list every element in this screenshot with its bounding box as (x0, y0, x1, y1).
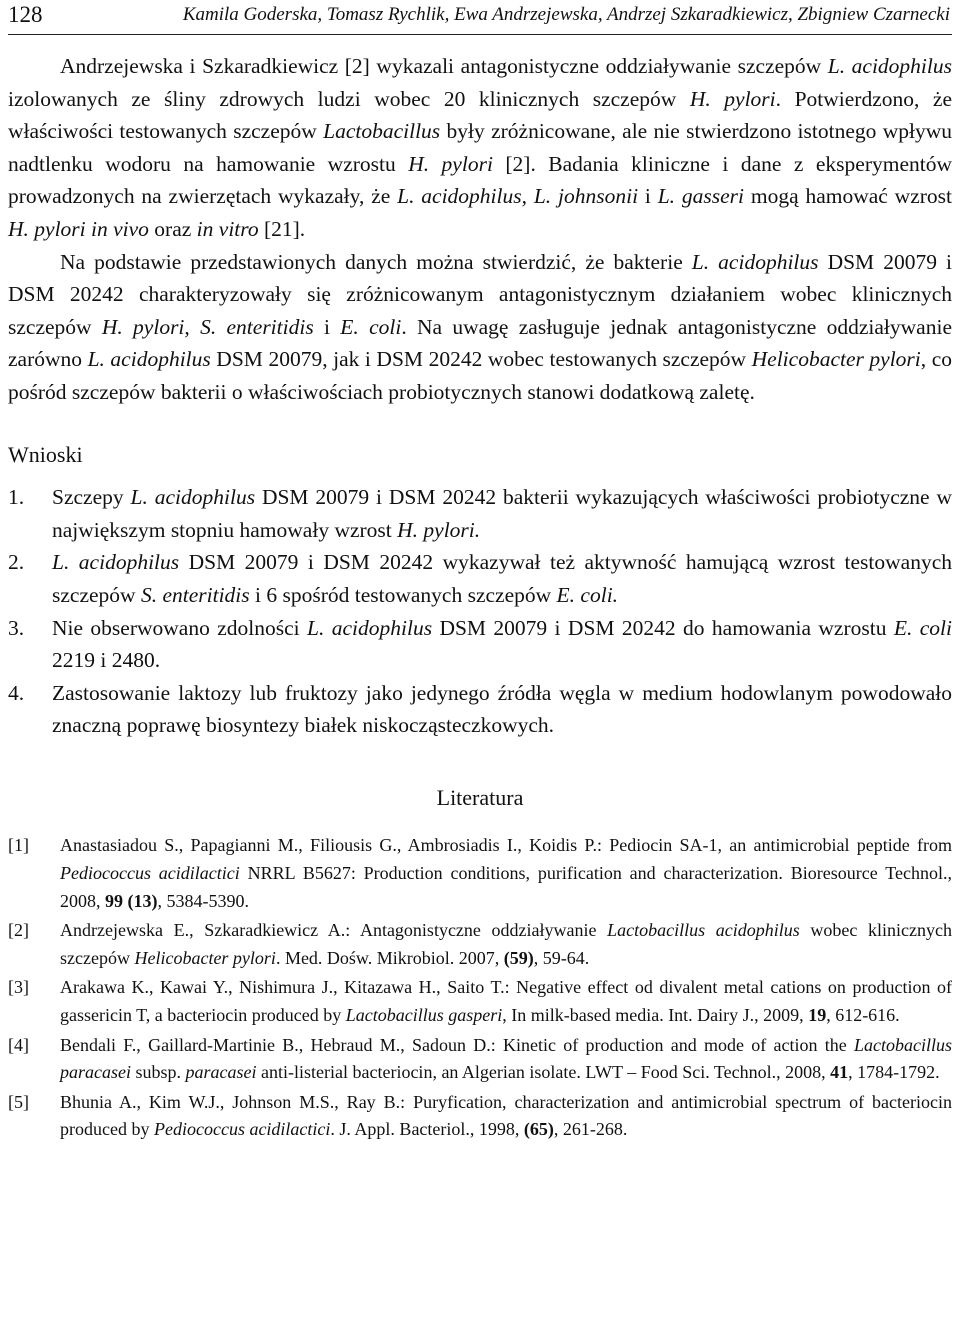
text-run: Anastasiadou S., Papagianni M., Filiousis G., Ambrosiadis I., Koidis P.: Pediocin SA-1, an antimicrobial peptide from (60, 835, 952, 856)
conclusions-heading: Wnioski (8, 441, 83, 467)
text-run: mogą hamować wzrost (744, 184, 952, 209)
italic-run: L. acidophilus (691, 249, 819, 274)
conclusion-item (8, 677, 952, 742)
italic-run: L. acidophilus (87, 347, 211, 372)
text-run: Bendali F., Gaillard-Martinie B., Hebraud M., Sadoun D.: Kinetic of production and mode of action the (60, 1034, 854, 1055)
text-run: Nie obserwowano zdolności (52, 615, 308, 640)
text-run: Andrzejewska i Szkaradkiewicz [2] wykazali antagonistyczne oddziaływanie szczepów (60, 54, 828, 78)
text-run: , 59-64. (533, 947, 590, 968)
text-run: oraz (148, 216, 197, 241)
text-run: DSM 20079 i DSM 20242 wykazywał też aktywność hamującą wzrost testowanych szczepów (52, 550, 953, 607)
reference-text (60, 977, 952, 1025)
bold-run: (65) (523, 1119, 554, 1140)
italic-run: L. acidophilus (52, 550, 180, 575)
conclusion-text (52, 616, 952, 673)
italic-run: E. coli (340, 314, 402, 339)
conclusion-number: 1. (8, 485, 25, 510)
text-run: . Med. Dośw. Mikrobiol. 2007, (275, 947, 504, 968)
text-run: izolowanych ze śliny zdrowych ludzi wobec 20 klinicznych szczepów (8, 86, 690, 111)
reference-text (60, 920, 952, 968)
text-run: subsp. (131, 1062, 186, 1083)
italic-run: L. johnsonii (533, 184, 639, 209)
running-head-authors: Kamila Goderska, Tomasz Rychlik, Ewa Andrzejewska, Andrzej Szkaradkiewicz, Zbigniew Czarnecki (182, 4, 950, 25)
text-run: , 612-616. (826, 1005, 900, 1026)
italic-run: L. gasseri (657, 184, 745, 209)
conclusion-item (8, 612, 952, 677)
italic-run: in vitro (196, 216, 259, 241)
italic-run: H. pylori (408, 151, 493, 176)
reference-item (8, 1032, 952, 1087)
text-run: i (313, 314, 341, 339)
italic-run: H. pylori. (397, 517, 481, 542)
italic-run: E. coli (893, 615, 952, 640)
italic-run: L. acidophilus (827, 54, 952, 78)
reference-number: [2] (8, 920, 29, 941)
conclusion-item (8, 546, 952, 611)
paragraph (8, 246, 952, 409)
italic-run: Helicobacter pylori (751, 347, 921, 372)
reference-item (8, 974, 952, 1029)
conclusions-list (8, 481, 952, 742)
text-run: NRRL B5627: Production conditions, purification and characterization. Bioresource Technol., 2008, (60, 863, 952, 911)
italic-run: Pediococcus acidilactici (60, 863, 240, 884)
text-run: i 6 spośród testowanych szczepów (249, 582, 557, 607)
reference-number: [1] (8, 835, 29, 856)
text-run: [2]. Badania kliniczne i dane z eksperymentów prowadzonych na zwierzętach wykazały, że (8, 151, 952, 209)
text-run: , In milk-based media. Int. Dairy J., 2009, (502, 1005, 809, 1026)
italic-run: H. pylori (101, 314, 185, 339)
conclusion-item (8, 481, 952, 546)
header-rule (8, 34, 952, 35)
text-run: . Potwierdzono, że właściwości testowanych szczepów (8, 86, 952, 144)
reference-list (8, 832, 952, 1144)
bold-run: 41 (830, 1062, 849, 1083)
reference-item (8, 1089, 952, 1144)
text-run: były zróżnicowane, ale nie stwierdzono istotnego wpływu nadtlenku wodoru na hamowanie wzrostu (8, 119, 952, 176)
reference-item (8, 917, 952, 972)
conclusion-number: 3. (8, 615, 25, 640)
text-run: . J. Appl. Bacteriol., 1998, (330, 1119, 524, 1140)
conclusion-number: 2. (8, 550, 25, 575)
italic-run: L. acidophilus (130, 485, 256, 510)
reference-text (60, 1092, 952, 1140)
italic-run: Helicobacter pylori (134, 947, 276, 968)
reference-number: [3] (8, 977, 29, 998)
reference-number: [4] (8, 1034, 29, 1055)
text-run: Arakawa K., Kawai Y., Nishimura J., Kitazawa H., Saito T.: Negative effect od divalent metal cations on production of gassericin T, a bacteriocin produced by (60, 977, 952, 1026)
italic-run: S. enteritidis (200, 314, 314, 339)
bold-run: 19 (808, 1005, 827, 1026)
body-text (8, 50, 952, 1146)
italic-run: L. acidophilus (307, 615, 433, 640)
page-number: 128 (8, 2, 43, 27)
conclusion-text (52, 550, 952, 607)
italic-run: Pediococcus acidilactici (153, 1119, 331, 1140)
conclusion-number: 4. (8, 680, 25, 705)
text-run: . Na uwagę zasługuje jednak antagonistyczne oddziaływanie zarówno (8, 314, 952, 372)
text-run: anti-listerial bacteriocin, an Algerian isolate. LWT – Food Sci. Technol., 2008, (256, 1062, 831, 1083)
paragraph (8, 50, 952, 246)
text-run: , (521, 184, 534, 209)
conclusion-text (52, 485, 952, 542)
italic-run: Lactobacillus gasperi (345, 1005, 503, 1026)
italic-run: Lactobacillus paracasei (60, 1034, 952, 1083)
italic-run: H. pylori (689, 86, 776, 111)
conclusion-text (52, 681, 952, 738)
text-run: DSM 20079 i DSM 20242 bakterii wykazujących właściwości probiotyczne w największym stopniu hamowały wzrost (52, 485, 952, 542)
text-run: , 1784-1792. (848, 1062, 940, 1083)
bold-run: (59) (503, 947, 534, 968)
reference-number: [5] (8, 1091, 29, 1112)
italic-run: L. acidophilus (397, 184, 522, 209)
text-run: Szczepy (52, 485, 131, 510)
text-run: DSM 20079 i DSM 20242 do hamowania wzrostu (432, 615, 894, 640)
text-run: DSM 20079, jak i DSM 20242 wobec testowanych szczepów (210, 347, 752, 372)
italic-run: paracasei (185, 1062, 257, 1083)
text-run: i (638, 184, 658, 209)
italic-run: Lactobacillus (323, 119, 441, 144)
text-run: wobec klinicznych szczepów (60, 920, 953, 968)
reference-text (60, 835, 952, 910)
italic-run: H. pylori in vivo (8, 216, 149, 241)
text-run: DSM 20079 i DSM 20242 charakteryzowały się zróżnicowanym antagonistycznym działaniem wobec klinicznych szczepów (8, 249, 953, 339)
text-run: Zastosowanie laktozy lub fruktozy jako jedynego źródła węgla w medium hodowlanym powodowało znaczną poprawę biosyntezy białek niskocząsteczkowych. (52, 680, 952, 738)
text-run: 2219 i 2480. (52, 648, 161, 673)
text-run: Bhunia A., Kim W.J., Johnson M.S., Ray B.: Puryfication, characterization and antimicrobial spectrum of bacteriocin produced by (60, 1091, 952, 1140)
bold-run: 99 (13) (105, 890, 158, 911)
reference-text (60, 1035, 952, 1083)
text-run: , 261-268. (553, 1119, 628, 1140)
text-run: Andrzejewska E., Szkaradkiewicz A.: Antagonistyczne oddziaływanie (60, 920, 608, 941)
page-header (8, 0, 952, 40)
italic-run: S. enteritidis (140, 582, 250, 607)
text-run: [21]. (258, 216, 306, 241)
reference-item (8, 832, 952, 915)
text-run: , (184, 314, 201, 339)
italic-run: E. coli. (556, 582, 619, 607)
text-run: , 5384-5390. (157, 890, 249, 911)
italic-run: Lactobacillus acidophilus (607, 920, 800, 941)
literature-heading: Literatura (436, 784, 524, 810)
text-run: Na podstawie przedstawionych danych można stwierdzić, że bakterie (60, 249, 692, 274)
text-run: , co pośród szczepów bakterii o właściwościach probiotycznych stanowi dodatkową zaletę. (8, 347, 952, 404)
